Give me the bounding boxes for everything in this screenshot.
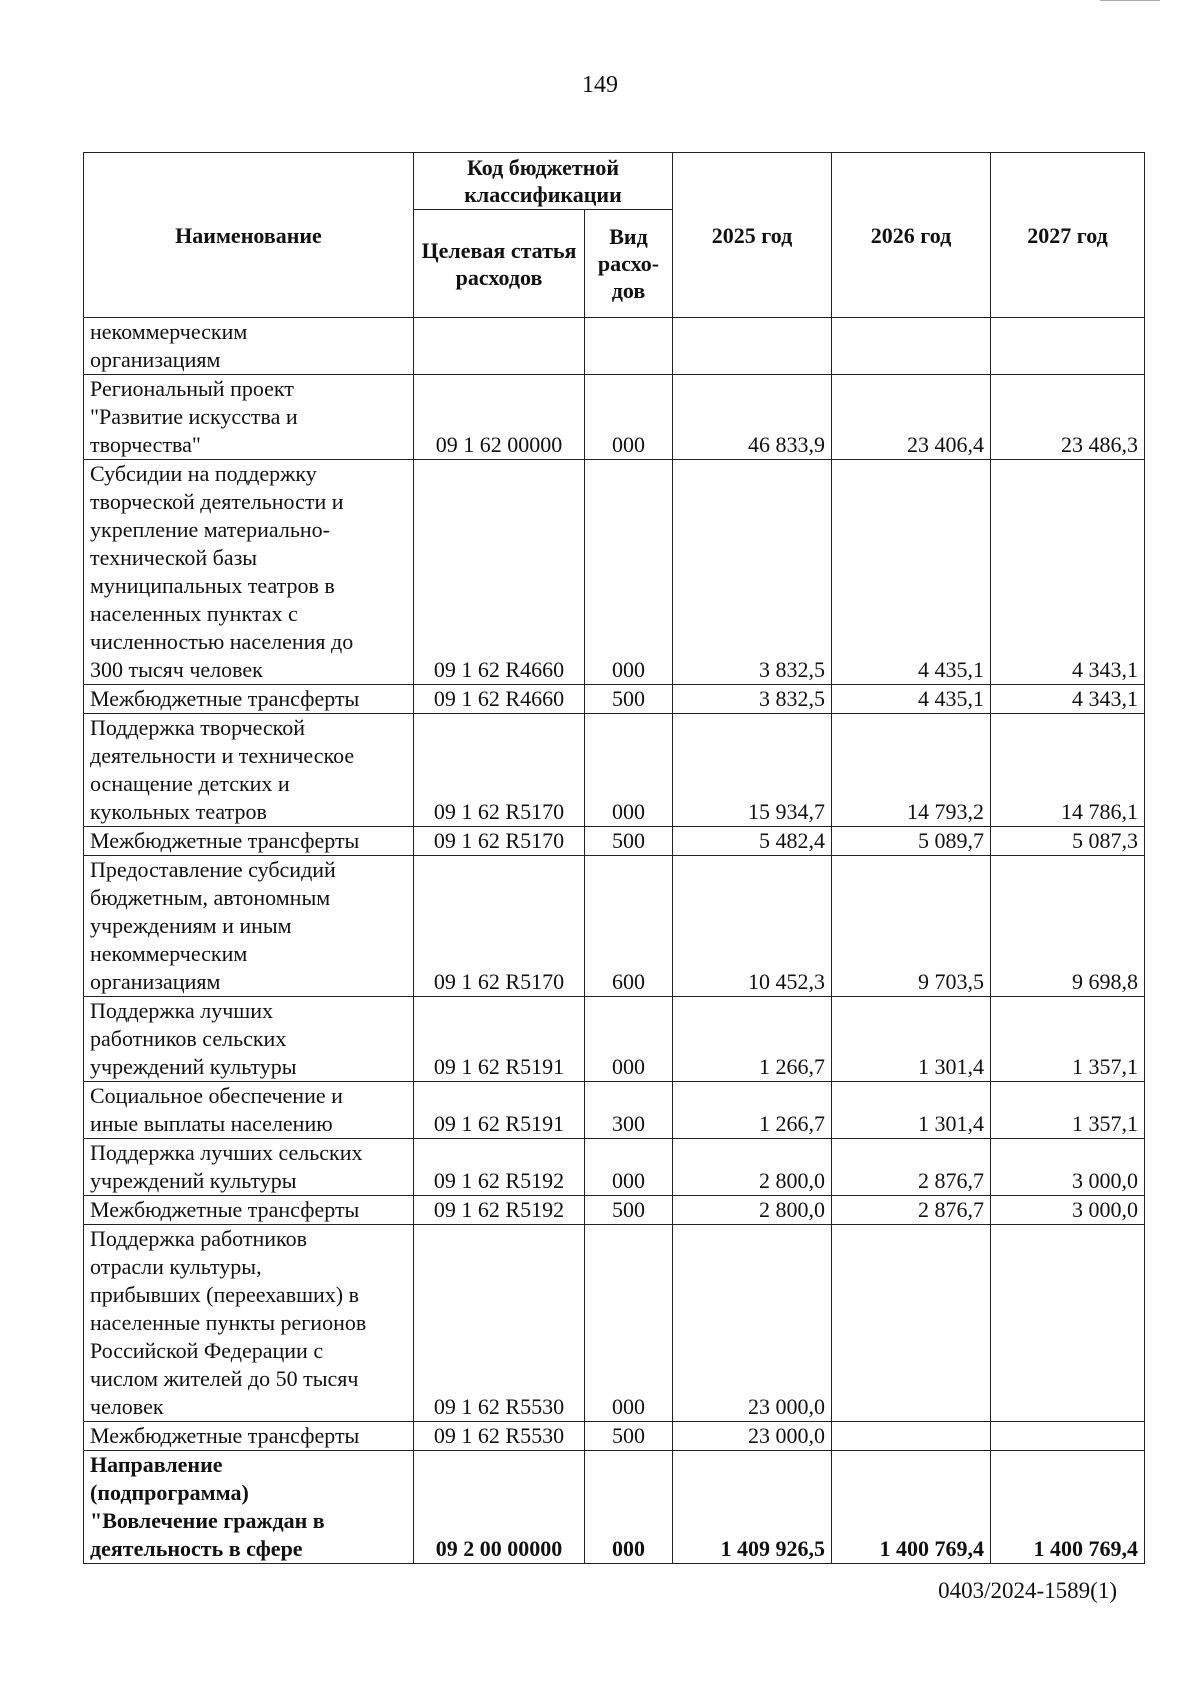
row-value-2027: [991, 1225, 1145, 1422]
row-target-article: 09 1 62 R5170: [414, 827, 585, 856]
row-value-2026: 1 301,4: [832, 1082, 991, 1139]
row-value-2027: 5 087,3: [991, 827, 1145, 856]
row-value-2026: 23 406,4: [832, 375, 991, 460]
row-value-2027: 23 486,3: [991, 375, 1145, 460]
row-value-2026: 4 435,1: [832, 685, 991, 714]
page-number: 149: [582, 72, 618, 98]
row-value-2025: 10 452,3: [673, 856, 832, 997]
row-name: Межбюджетные трансферты: [84, 1196, 414, 1225]
row-value-2027: 14 786,1: [991, 714, 1145, 827]
row-value-2025: 15 934,7: [673, 714, 832, 827]
header-target-article: Целевая статья расходов: [414, 210, 585, 318]
row-name: Субсидии на поддержку творческой деятельности и укрепление материально- технической базы муниципальных театров в населенных пунктах с численностью населения до 300 тысяч человек: [84, 460, 414, 685]
row-target-article: 09 1 62 R4660: [414, 460, 585, 685]
row-name: Межбюджетные трансферты: [84, 827, 414, 856]
budget-table: [83, 152, 1145, 1564]
row-expense-kind: 000: [585, 997, 673, 1082]
table-row: [84, 1196, 1145, 1225]
row-expense-kind: 000: [585, 1225, 673, 1422]
table-header: [84, 153, 1145, 318]
row-value-2026: 2 876,7: [832, 1139, 991, 1196]
row-value-2027: 1 357,1: [991, 997, 1145, 1082]
row-value-2025: 3 832,5: [673, 460, 832, 685]
row-value-2027: 3 000,0: [991, 1139, 1145, 1196]
row-target-article: 09 1 62 R5192: [414, 1139, 585, 1196]
row-value-2025: 3 832,5: [673, 685, 832, 714]
row-expense-kind: 000: [585, 375, 673, 460]
row-expense-kind: 300: [585, 1082, 673, 1139]
row-target-article: 09 2 00 00000: [414, 1451, 585, 1564]
row-name: Поддержка лучших сельских учреждений культуры: [84, 1139, 414, 1196]
row-target-article: 09 1 62 R5530: [414, 1422, 585, 1451]
row-value-2027: 1 357,1: [991, 1082, 1145, 1139]
row-target-article: 09 1 62 R5191: [414, 997, 585, 1082]
header-expense-kind: Вид расхо-дов: [585, 210, 673, 318]
row-name: Направление (подпрограмма) "Вовлечение граждан в деятельность в сфере: [84, 1451, 414, 1564]
table-row: [84, 685, 1145, 714]
row-value-2027: [991, 318, 1145, 375]
row-expense-kind: 600: [585, 856, 673, 997]
header-2027: 2027 год: [991, 153, 1145, 318]
row-value-2026: 4 435,1: [832, 460, 991, 685]
row-target-article: 09 1 62 00000: [414, 375, 585, 460]
table-row: [84, 1082, 1145, 1139]
row-expense-kind: [585, 318, 673, 375]
table-row: [84, 827, 1145, 856]
row-value-2025: 23 000,0: [673, 1225, 832, 1422]
row-expense-kind: 500: [585, 685, 673, 714]
row-target-article: 09 1 62 R5170: [414, 856, 585, 997]
row-target-article: 09 1 62 R5530: [414, 1225, 585, 1422]
row-value-2026: [832, 1422, 991, 1451]
document-id: 0403/2024-1589(1): [938, 1578, 1117, 1603]
row-name: Межбюджетные трансферты: [84, 1422, 414, 1451]
row-value-2025: 23 000,0: [673, 1422, 832, 1451]
header-name: Наименование: [84, 153, 414, 318]
row-target-article: [414, 318, 585, 375]
row-value-2025: 1 409 926,5: [673, 1451, 832, 1564]
row-value-2025: 5 482,4: [673, 827, 832, 856]
row-value-2026: 1 301,4: [832, 997, 991, 1082]
row-value-2026: [832, 318, 991, 375]
corner-mark: [1100, 0, 1160, 4]
row-name: Социальное обеспечение и иные выплаты населению: [84, 1082, 414, 1139]
header-2026: 2026 год: [832, 153, 991, 318]
row-target-article: 09 1 62 R5192: [414, 1196, 585, 1225]
row-value-2027: 9 698,8: [991, 856, 1145, 997]
table-row: [84, 1422, 1145, 1451]
row-expense-kind: 000: [585, 1139, 673, 1196]
row-value-2026: [832, 1225, 991, 1422]
table-row: [84, 997, 1145, 1082]
row-expense-kind: 000: [585, 714, 673, 827]
table-row: [84, 1451, 1145, 1564]
row-expense-kind: 500: [585, 1422, 673, 1451]
row-value-2026: 2 876,7: [832, 1196, 991, 1225]
table-row: [84, 1139, 1145, 1196]
row-name: некоммерческим организациям: [84, 318, 414, 375]
row-value-2027: 1 400 769,4: [991, 1451, 1145, 1564]
row-target-article: 09 1 62 R5170: [414, 714, 585, 827]
row-value-2027: 4 343,1: [991, 685, 1145, 714]
row-value-2025: 46 833,9: [673, 375, 832, 460]
row-value-2026: 9 703,5: [832, 856, 991, 997]
table-row: [84, 460, 1145, 685]
row-name: Предоставление субсидий бюджетным, автономным учреждениям и иным некоммерческим организациям: [84, 856, 414, 997]
row-value-2026: 1 400 769,4: [832, 1451, 991, 1564]
row-name: Поддержка творческой деятельности и техническое оснащение детских и кукольных театров: [84, 714, 414, 827]
table-body: [84, 318, 1145, 1564]
row-expense-kind: 500: [585, 1196, 673, 1225]
row-value-2025: 1 266,7: [673, 1082, 832, 1139]
row-name: Поддержка лучших работников сельских учреждений культуры: [84, 997, 414, 1082]
header-code-group: Код бюджетной классификации: [414, 153, 673, 210]
row-value-2026: 14 793,2: [832, 714, 991, 827]
row-name: Поддержка работников отрасли культуры, прибывших (переехавших) в населенные пункты регионов Российской Федерации с числом жителей до 50 тысяч человек: [84, 1225, 414, 1422]
row-target-article: 09 1 62 R5191: [414, 1082, 585, 1139]
header-2025: 2025 год: [673, 153, 832, 318]
row-value-2027: 4 343,1: [991, 460, 1145, 685]
row-name: Региональный проект "Развитие искусства и творчества": [84, 375, 414, 460]
table-row: [84, 856, 1145, 997]
row-value-2027: 3 000,0: [991, 1196, 1145, 1225]
row-value-2025: 1 266,7: [673, 997, 832, 1082]
table-row: [84, 318, 1145, 375]
row-value-2025: 2 800,0: [673, 1139, 832, 1196]
row-value-2027: [991, 1422, 1145, 1451]
table-row: [84, 714, 1145, 827]
row-expense-kind: 000: [585, 1451, 673, 1564]
row-value-2026: 5 089,7: [832, 827, 991, 856]
row-expense-kind: 000: [585, 460, 673, 685]
table-row: [84, 375, 1145, 460]
row-value-2025: [673, 318, 832, 375]
row-expense-kind: 500: [585, 827, 673, 856]
row-name: Межбюджетные трансферты: [84, 685, 414, 714]
row-value-2025: 2 800,0: [673, 1196, 832, 1225]
row-target-article: 09 1 62 R4660: [414, 685, 585, 714]
table-row: [84, 1225, 1145, 1422]
